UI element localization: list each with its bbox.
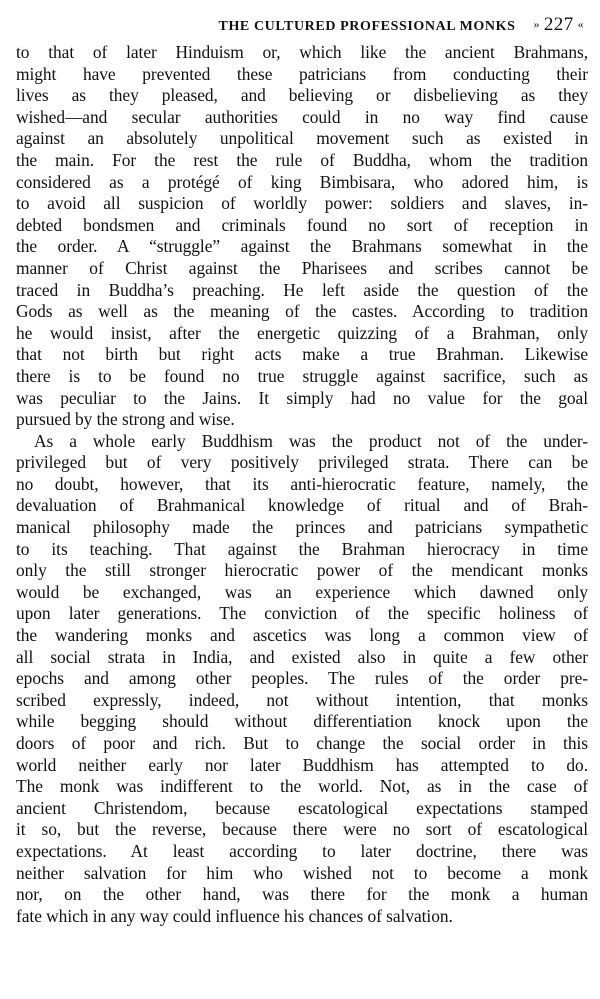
text-line: world neither early nor later Buddhism has attempted to do. (16, 754, 588, 775)
text-line: Gods as well as the meaning of the castes. According to tradition (16, 301, 588, 322)
text-line: no doubt, however, that its anti-hierocratic feature, namely, the (16, 473, 588, 494)
text-line: debted bondsmen and criminals found no sort of reception in (16, 214, 588, 235)
text-line: nor, on the other hand, was there for the monk a human (16, 884, 588, 905)
text-line: The monk was indifferent to the world. Not, as in the case of (16, 776, 588, 797)
text-line: traced in Buddha’s preaching. He left aside the question of the (16, 279, 588, 300)
text-line: the order. A “struggle” against the Brahmans somewhat in the (16, 236, 588, 257)
text-line: fate which in any way could influence his chances of salvation. (16, 905, 453, 926)
text-line: to avoid all suspicion of worldly power: soldiers and slaves, in- (16, 193, 588, 214)
text-line: manical philosophy made the princes and patricians sympathetic (16, 517, 588, 538)
running-head-title: THE CULTURED PROFESSIONAL MONKS (218, 19, 516, 34)
text-line: to that of later Hinduism or, which like the ancient Brahmans, (16, 42, 588, 62)
text-line: privileged but of very positively privileged strata. There can be (16, 452, 588, 473)
running-head (16, 14, 588, 42)
text-line: might have prevented these patricians from conducting their (16, 63, 588, 84)
text-line: would be exchanged, was an experience which dawned only (16, 581, 588, 602)
text-line: wished—and secular authorities could in no way find cause (16, 106, 588, 127)
text-line: there is to be found no true struggle against sacrifice, such as (16, 365, 588, 386)
text-line: upon later generations. The conviction of the specific holiness of (16, 603, 588, 624)
text-line: neither salvation for him who wished not to become a monk (16, 862, 588, 883)
text-line: while begging should without differentiation knock upon the (16, 711, 588, 732)
text-line: was peculiar to the Jains. It simply had no value for the goal (16, 387, 588, 408)
text-line: ancient Christendom, because escatological expectations stamped (16, 797, 588, 818)
text-line: he would insist, after the energetic quizzing of a Brahman, only (16, 322, 588, 343)
text-line: to its teaching. That against the Brahman hierocracy in time (16, 538, 588, 559)
text-line: doors of poor and rich. But to change the social order in this (16, 733, 588, 753)
page-number-group (529, 14, 588, 36)
text-line: epochs and among other peoples. The rules of the order pre- (16, 668, 588, 689)
page-marker-left: » (533, 17, 540, 31)
text-line: that not birth but right acts make a true Brahman. Likewise (16, 344, 588, 365)
text-line: As a whole early Buddhism was the product not of the under- (34, 430, 588, 451)
text-line: devaluation of Brahmanical knowledge of ritual and of Brah- (16, 495, 588, 516)
text-line: expectations. At least according to later doctrine, there was (16, 840, 588, 861)
paragraph (16, 42, 588, 431)
text-line: only the still stronger hierocratic power of the mendicant monks (16, 560, 588, 581)
text-line: considered as a protégé of king Bimbisara, who adored him, is (16, 171, 588, 192)
page-marker-right: « (577, 17, 584, 31)
body-text (16, 42, 588, 927)
text-line: pursued by the strong and wise. (16, 409, 235, 430)
text-line: manner of Christ against the Pharisees and scribes cannot be (16, 257, 588, 278)
page-number: 227 (543, 14, 574, 35)
text-line: the main. For the rest the rule of Buddha, whom the tradition (16, 149, 588, 170)
text-line: it so, but the reverse, because there were no sort of escatological (16, 819, 588, 840)
text-line: lives as they pleased, and believing or disbelieving as they (16, 85, 588, 106)
paragraph (16, 431, 588, 928)
text-line: all social strata in India, and existed also in quite a few other (16, 646, 588, 667)
text-line: the wandering monks and ascetics was long a common view of (16, 625, 588, 646)
text-line: scribed expressly, indeed, not without intention, that monks (16, 689, 588, 710)
text-line: against an absolutely unpolitical movement such as existed in (16, 128, 588, 149)
